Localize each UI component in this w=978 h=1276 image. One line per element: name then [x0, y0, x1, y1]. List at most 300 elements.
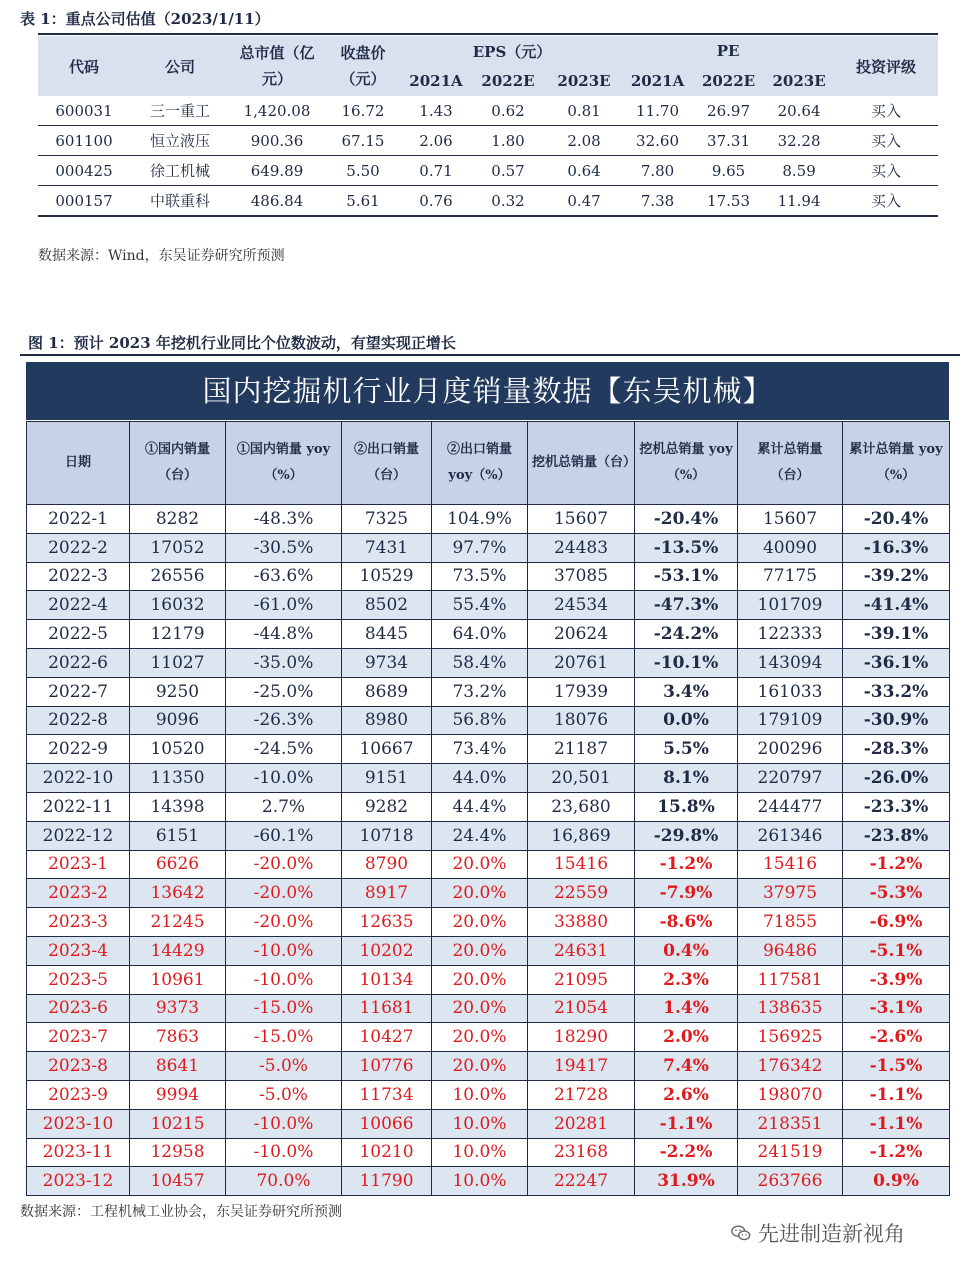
- table-row: [38, 126, 938, 156]
- cell-cumulative-sales: 156925: [738, 1023, 843, 1052]
- cell-export-sales: 7325: [342, 505, 432, 534]
- cell-export-yoy: 56.8%: [432, 706, 528, 735]
- cell-rating: 买入: [834, 96, 938, 126]
- cell-date: 2023-2: [27, 879, 130, 908]
- watermark: [730, 1218, 905, 1248]
- cell-export-sales: 10066: [342, 1109, 432, 1138]
- cell-export-sales: 10667: [342, 735, 432, 764]
- cell-total-yoy: -53.1%: [635, 562, 738, 591]
- cell-domestic-yoy: -15.0%: [226, 1023, 342, 1052]
- cell-total-yoy: -13.5%: [635, 533, 738, 562]
- cell-domestic-sales: 14398: [130, 792, 226, 821]
- cell-total-sales: 20761: [528, 648, 635, 677]
- cell-cumulative-yoy: -1.1%: [843, 1109, 950, 1138]
- cell-code: 000157: [38, 186, 130, 217]
- cell-export-yoy: 73.2%: [432, 677, 528, 706]
- cell-total-sales: 21187: [528, 735, 635, 764]
- cell-domestic-sales: 14429: [130, 936, 226, 965]
- cell-cumulative-sales: 179109: [738, 706, 843, 735]
- cell-date: 2022-12: [27, 821, 130, 850]
- cell-domestic-yoy: -30.5%: [226, 533, 342, 562]
- figure1-banner: 国内挖掘机行业月度销量数据【东吴机械】: [26, 362, 949, 420]
- cell-cumulative-yoy: -39.2%: [843, 562, 950, 591]
- header-pe-2022e: 2022E: [693, 66, 764, 96]
- cell-rating: 买入: [834, 186, 938, 217]
- cell-total-sales: 17939: [528, 677, 635, 706]
- cell-code: 601100: [38, 126, 130, 156]
- header-total-sales: 挖机总销量（台）: [528, 422, 635, 505]
- cell-domestic-sales: 17052: [130, 533, 226, 562]
- cell-total-yoy: -8.6%: [635, 908, 738, 937]
- cell-cumulative-yoy: -26.0%: [843, 764, 950, 793]
- cell-total-sales: 21054: [528, 994, 635, 1023]
- header-export-sales: ②出口销量（台）: [342, 422, 432, 505]
- cell-date: 2023-3: [27, 908, 130, 937]
- cell-domestic-sales: 9994: [130, 1080, 226, 1109]
- cell-domestic-sales: 21245: [130, 908, 226, 937]
- cell-total-yoy: -10.1%: [635, 648, 738, 677]
- cell-domestic-sales: 9250: [130, 677, 226, 706]
- header-rating: 投资评级: [834, 36, 938, 96]
- watermark-text: 先进制造新视角: [758, 1222, 905, 1246]
- cell-cumulative-sales: 138635: [738, 994, 843, 1023]
- cell-total-yoy: -1.2%: [635, 850, 738, 879]
- cell-export-yoy: 10.0%: [432, 1138, 528, 1167]
- cell-eps-2023e: 0.47: [546, 186, 622, 217]
- cell-cumulative-sales: 241519: [738, 1138, 843, 1167]
- cell-close: 5.61: [324, 186, 402, 217]
- cell-market-cap: 486.84: [230, 186, 324, 217]
- cell-pe-2022e: 9.65: [693, 156, 764, 186]
- cell-eps-2021a: 2.06: [402, 126, 470, 156]
- table-row: [27, 965, 950, 994]
- cell-export-sales: 7431: [342, 533, 432, 562]
- cell-domestic-yoy: -15.0%: [226, 994, 342, 1023]
- table-row: [27, 1167, 950, 1196]
- cell-eps-2021a: 0.71: [402, 156, 470, 186]
- cell-total-yoy: -24.2%: [635, 620, 738, 649]
- cell-export-sales: 11790: [342, 1167, 432, 1196]
- cell-total-yoy: 5.5%: [635, 735, 738, 764]
- table-row: [38, 96, 938, 126]
- cell-rating: 买入: [834, 156, 938, 186]
- table-row: [27, 1138, 950, 1167]
- header-eps-2023e: 2023E: [546, 66, 622, 96]
- cell-total-sales: 20,501: [528, 764, 635, 793]
- cell-close: 5.50: [324, 156, 402, 186]
- header-export-yoy: ②出口销量 yoy（%）: [432, 422, 528, 505]
- cell-total-yoy: 1.4%: [635, 994, 738, 1023]
- excavator-sales-table: [26, 421, 950, 1196]
- cell-domestic-sales: 10961: [130, 965, 226, 994]
- cell-cumulative-yoy: -20.4%: [843, 505, 950, 534]
- table-row: [27, 735, 950, 764]
- cell-eps-2023e: 0.64: [546, 156, 622, 186]
- cell-cumulative-yoy: -39.1%: [843, 620, 950, 649]
- cell-domestic-yoy: -10.0%: [226, 764, 342, 793]
- header-domestic-yoy: ①国内销量 yoy（%）: [226, 422, 342, 505]
- cell-total-yoy: 2.0%: [635, 1023, 738, 1052]
- cell-export-yoy: 64.0%: [432, 620, 528, 649]
- cell-cumulative-yoy: -30.9%: [843, 706, 950, 735]
- cell-date: 2022-2: [27, 533, 130, 562]
- cell-domestic-yoy: -10.0%: [226, 936, 342, 965]
- cell-export-sales: 8445: [342, 620, 432, 649]
- cell-export-yoy: 73.4%: [432, 735, 528, 764]
- cell-total-yoy: 3.4%: [635, 677, 738, 706]
- cell-domestic-sales: 9096: [130, 706, 226, 735]
- cell-domestic-yoy: -10.0%: [226, 965, 342, 994]
- table-row: [27, 994, 950, 1023]
- cell-export-sales: 10427: [342, 1023, 432, 1052]
- cell-export-sales: 8790: [342, 850, 432, 879]
- cell-total-sales: 16,869: [528, 821, 635, 850]
- cell-export-yoy: 55.4%: [432, 591, 528, 620]
- cell-export-sales: 10529: [342, 562, 432, 591]
- cell-export-sales: 10718: [342, 821, 432, 850]
- header-close: 收盘价（元）: [324, 36, 402, 96]
- cell-cumulative-yoy: -36.1%: [843, 648, 950, 677]
- header-total-yoy: 挖机总销量 yoy（%）: [635, 422, 738, 505]
- cell-domestic-sales: 16032: [130, 591, 226, 620]
- table-row: [27, 936, 950, 965]
- cell-domestic-yoy: -10.0%: [226, 1138, 342, 1167]
- cell-date: 2023-8: [27, 1052, 130, 1081]
- cell-export-yoy: 10.0%: [432, 1167, 528, 1196]
- cell-company: 中联重科: [130, 186, 230, 217]
- header-eps: EPS（元）: [402, 36, 622, 66]
- cell-cumulative-yoy: -23.3%: [843, 792, 950, 821]
- cell-domestic-sales: 13642: [130, 879, 226, 908]
- cell-date: 2022-4: [27, 591, 130, 620]
- cell-cumulative-sales: 122333: [738, 620, 843, 649]
- header-pe-2023e: 2023E: [764, 66, 834, 96]
- cell-cumulative-sales: 143094: [738, 648, 843, 677]
- header-domestic-sales: ①国内销量（台）: [130, 422, 226, 505]
- cell-total-yoy: -7.9%: [635, 879, 738, 908]
- cell-domestic-yoy: 70.0%: [226, 1167, 342, 1196]
- table-row: [27, 505, 950, 534]
- cell-pe-2022e: 26.97: [693, 96, 764, 126]
- cell-eps-2021a: 1.43: [402, 96, 470, 126]
- table-row: [27, 821, 950, 850]
- cell-export-sales: 9282: [342, 792, 432, 821]
- cell-date: 2023-9: [27, 1080, 130, 1109]
- table1-top-rule: [38, 33, 938, 35]
- cell-market-cap: 649.89: [230, 156, 324, 186]
- cell-company: 恒立液压: [130, 126, 230, 156]
- cell-pe-2021a: 7.38: [622, 186, 693, 217]
- cell-close: 16.72: [324, 96, 402, 126]
- cell-total-yoy: -47.3%: [635, 591, 738, 620]
- cell-total-sales: 24631: [528, 936, 635, 965]
- cell-cumulative-yoy: -5.1%: [843, 936, 950, 965]
- cell-date: 2022-6: [27, 648, 130, 677]
- cell-export-sales: 11734: [342, 1080, 432, 1109]
- cell-total-yoy: 0.0%: [635, 706, 738, 735]
- cell-code: 600031: [38, 96, 130, 126]
- cell-date: 2022-11: [27, 792, 130, 821]
- table-row: [27, 533, 950, 562]
- cell-cumulative-yoy: 0.9%: [843, 1167, 950, 1196]
- cell-domestic-yoy: -35.0%: [226, 648, 342, 677]
- cell-cumulative-yoy: -23.8%: [843, 821, 950, 850]
- cell-pe-2023e: 20.64: [764, 96, 834, 126]
- table-row: [27, 648, 950, 677]
- cell-export-sales: 10210: [342, 1138, 432, 1167]
- cell-export-sales: 9734: [342, 648, 432, 677]
- valuation-table: [38, 36, 938, 217]
- table-row: [27, 764, 950, 793]
- cell-total-yoy: 2.3%: [635, 965, 738, 994]
- header-cumulative-sales: 累计总销量（台）: [738, 422, 843, 505]
- cell-domestic-yoy: -10.0%: [226, 1109, 342, 1138]
- cell-date: 2022-9: [27, 735, 130, 764]
- cell-domestic-sales: 8282: [130, 505, 226, 534]
- cell-domestic-sales: 10520: [130, 735, 226, 764]
- cell-cumulative-sales: 263766: [738, 1167, 843, 1196]
- cell-export-yoy: 20.0%: [432, 850, 528, 879]
- table-row: [27, 850, 950, 879]
- cell-export-sales: 11681: [342, 994, 432, 1023]
- cell-total-sales: 24483: [528, 533, 635, 562]
- cell-cumulative-yoy: -2.6%: [843, 1023, 950, 1052]
- table-row: [38, 186, 938, 217]
- header-eps-2021a: 2021A: [402, 66, 470, 96]
- table-row: [38, 156, 938, 186]
- cell-export-yoy: 44.4%: [432, 792, 528, 821]
- cell-cumulative-sales: 244477: [738, 792, 843, 821]
- cell-export-yoy: 20.0%: [432, 908, 528, 937]
- cell-cumulative-sales: 218351: [738, 1109, 843, 1138]
- cell-total-yoy: -20.4%: [635, 505, 738, 534]
- cell-domestic-yoy: -60.1%: [226, 821, 342, 850]
- table-row: [27, 879, 950, 908]
- cell-cumulative-yoy: -1.2%: [843, 1138, 950, 1167]
- cell-total-sales: 33880: [528, 908, 635, 937]
- cell-cumulative-yoy: -16.3%: [843, 533, 950, 562]
- cell-domestic-sales: 9373: [130, 994, 226, 1023]
- cell-date: 2022-10: [27, 764, 130, 793]
- table-row: [27, 1080, 950, 1109]
- cell-cumulative-yoy: -3.1%: [843, 994, 950, 1023]
- header-eps-2022e: 2022E: [470, 66, 546, 96]
- table-row: [27, 706, 950, 735]
- cell-eps-2022e: 0.62: [470, 96, 546, 126]
- cell-cumulative-sales: 101709: [738, 591, 843, 620]
- cell-total-sales: 24534: [528, 591, 635, 620]
- cell-eps-2022e: 0.57: [470, 156, 546, 186]
- cell-total-yoy: -2.2%: [635, 1138, 738, 1167]
- cell-date: 2023-5: [27, 965, 130, 994]
- cell-domestic-yoy: -24.5%: [226, 735, 342, 764]
- cell-market-cap: 1,420.08: [230, 96, 324, 126]
- cell-cumulative-sales: 40090: [738, 533, 843, 562]
- cell-total-sales: 21095: [528, 965, 635, 994]
- header-company: 公司: [130, 36, 230, 96]
- cell-pe-2022e: 17.53: [693, 186, 764, 217]
- cell-export-yoy: 10.0%: [432, 1080, 528, 1109]
- cell-cumulative-yoy: -1.5%: [843, 1052, 950, 1081]
- cell-cumulative-sales: 117581: [738, 965, 843, 994]
- cell-export-sales: 8917: [342, 879, 432, 908]
- cell-pe-2022e: 37.31: [693, 126, 764, 156]
- cell-domestic-yoy: -44.8%: [226, 620, 342, 649]
- cell-eps-2022e: 1.80: [470, 126, 546, 156]
- cell-total-sales: 23168: [528, 1138, 635, 1167]
- cell-date: 2023-10: [27, 1109, 130, 1138]
- cell-total-sales: 20624: [528, 620, 635, 649]
- figure1-top-rule: [20, 354, 960, 356]
- cell-date: 2023-11: [27, 1138, 130, 1167]
- cell-export-yoy: 20.0%: [432, 879, 528, 908]
- cell-cumulative-sales: 15607: [738, 505, 843, 534]
- cell-cumulative-yoy: -28.3%: [843, 735, 950, 764]
- cell-total-yoy: -1.1%: [635, 1109, 738, 1138]
- cell-company: 徐工机械: [130, 156, 230, 186]
- table-row: [27, 677, 950, 706]
- cell-domestic-sales: 6626: [130, 850, 226, 879]
- cell-domestic-sales: 11350: [130, 764, 226, 793]
- table-row: [27, 1052, 950, 1081]
- cell-total-yoy: 15.8%: [635, 792, 738, 821]
- cell-eps-2022e: 0.32: [470, 186, 546, 217]
- header-pe-2021a: 2021A: [622, 66, 693, 96]
- table-row: [27, 591, 950, 620]
- cell-export-sales: 8980: [342, 706, 432, 735]
- cell-total-sales: 22559: [528, 879, 635, 908]
- cell-total-sales: 23,680: [528, 792, 635, 821]
- cell-pe-2023e: 11.94: [764, 186, 834, 217]
- table1-source: 数据来源：Wind，东吴证券研究所预测: [38, 248, 285, 264]
- cell-domestic-yoy: -25.0%: [226, 677, 342, 706]
- cell-domestic-sales: 10215: [130, 1109, 226, 1138]
- cell-cumulative-sales: 37975: [738, 879, 843, 908]
- cell-domestic-sales: 11027: [130, 648, 226, 677]
- cell-total-sales: 15416: [528, 850, 635, 879]
- cell-cumulative-sales: 15416: [738, 850, 843, 879]
- cell-eps-2023e: 2.08: [546, 126, 622, 156]
- cell-cumulative-sales: 198070: [738, 1080, 843, 1109]
- cell-domestic-yoy: -5.0%: [226, 1052, 342, 1081]
- header-code: 代码: [38, 36, 130, 96]
- cell-domestic-yoy: -26.3%: [226, 706, 342, 735]
- cell-domestic-yoy: -63.6%: [226, 562, 342, 591]
- cell-date: 2023-1: [27, 850, 130, 879]
- cell-total-yoy: 8.1%: [635, 764, 738, 793]
- cell-total-sales: 18076: [528, 706, 635, 735]
- cell-export-sales: 9151: [342, 764, 432, 793]
- cell-cumulative-sales: 220797: [738, 764, 843, 793]
- cell-date: 2023-12: [27, 1167, 130, 1196]
- cell-total-sales: 15607: [528, 505, 635, 534]
- cell-pe-2023e: 8.59: [764, 156, 834, 186]
- cell-cumulative-sales: 77175: [738, 562, 843, 591]
- wechat-icon: [730, 1222, 752, 1244]
- cell-total-yoy: 7.4%: [635, 1052, 738, 1081]
- cell-export-yoy: 97.7%: [432, 533, 528, 562]
- cell-close: 67.15: [324, 126, 402, 156]
- cell-total-sales: 37085: [528, 562, 635, 591]
- cell-domestic-yoy: -61.0%: [226, 591, 342, 620]
- table-row: [27, 792, 950, 821]
- cell-domestic-sales: 10457: [130, 1167, 226, 1196]
- table-row: [27, 620, 950, 649]
- cell-export-yoy: 10.0%: [432, 1109, 528, 1138]
- header-cumulative-yoy: 累计总销量 yoy（%）: [843, 422, 950, 505]
- cell-date: 2022-5: [27, 620, 130, 649]
- cell-cumulative-sales: 96486: [738, 936, 843, 965]
- cell-export-yoy: 20.0%: [432, 1052, 528, 1081]
- cell-export-sales: 10776: [342, 1052, 432, 1081]
- cell-export-sales: 10202: [342, 936, 432, 965]
- cell-export-yoy: 20.0%: [432, 965, 528, 994]
- cell-export-yoy: 44.0%: [432, 764, 528, 793]
- cell-domestic-sales: 12958: [130, 1138, 226, 1167]
- cell-export-yoy: 73.5%: [432, 562, 528, 591]
- cell-company: 三一重工: [130, 96, 230, 126]
- cell-code: 000425: [38, 156, 130, 186]
- cell-export-yoy: 24.4%: [432, 821, 528, 850]
- table-row: [27, 1109, 950, 1138]
- cell-cumulative-yoy: -1.2%: [843, 850, 950, 879]
- cell-domestic-yoy: -20.0%: [226, 850, 342, 879]
- cell-cumulative-sales: 176342: [738, 1052, 843, 1081]
- cell-total-sales: 19417: [528, 1052, 635, 1081]
- cell-eps-2023e: 0.81: [546, 96, 622, 126]
- cell-rating: 买入: [834, 126, 938, 156]
- cell-domestic-sales: 8641: [130, 1052, 226, 1081]
- cell-export-sales: 8689: [342, 677, 432, 706]
- cell-eps-2021a: 0.76: [402, 186, 470, 217]
- cell-total-yoy: 0.4%: [635, 936, 738, 965]
- cell-export-sales: 10134: [342, 965, 432, 994]
- cell-cumulative-yoy: -1.1%: [843, 1080, 950, 1109]
- header-market-cap: 总市值（亿元）: [230, 36, 324, 96]
- cell-date: 2023-6: [27, 994, 130, 1023]
- cell-domestic-yoy: -20.0%: [226, 908, 342, 937]
- cell-total-yoy: -29.8%: [635, 821, 738, 850]
- table-row: [27, 1023, 950, 1052]
- cell-export-yoy: 20.0%: [432, 994, 528, 1023]
- header-pe: PE: [622, 36, 834, 66]
- cell-export-yoy: 20.0%: [432, 1023, 528, 1052]
- cell-cumulative-yoy: -3.9%: [843, 965, 950, 994]
- cell-pe-2023e: 32.28: [764, 126, 834, 156]
- cell-cumulative-yoy: -5.3%: [843, 879, 950, 908]
- cell-domestic-sales: 6151: [130, 821, 226, 850]
- cell-date: 2022-8: [27, 706, 130, 735]
- cell-export-sales: 8502: [342, 591, 432, 620]
- cell-domestic-yoy: -48.3%: [226, 505, 342, 534]
- cell-domestic-yoy: -5.0%: [226, 1080, 342, 1109]
- cell-pe-2021a: 11.70: [622, 96, 693, 126]
- cell-domestic-sales: 26556: [130, 562, 226, 591]
- table-row: [27, 562, 950, 591]
- cell-total-yoy: 31.9%: [635, 1167, 738, 1196]
- table-row: [27, 908, 950, 937]
- cell-export-sales: 12635: [342, 908, 432, 937]
- figure1-caption: 图 1：预计 2023 年挖机行业同比个位数波动，有望实现正增长: [28, 334, 456, 352]
- cell-domestic-yoy: 2.7%: [226, 792, 342, 821]
- cell-cumulative-sales: 261346: [738, 821, 843, 850]
- cell-cumulative-sales: 161033: [738, 677, 843, 706]
- cell-pe-2021a: 32.60: [622, 126, 693, 156]
- table1-caption: 表 1：重点公司估值（2023/1/11）: [20, 10, 270, 28]
- cell-date: 2022-7: [27, 677, 130, 706]
- cell-domestic-sales: 7863: [130, 1023, 226, 1052]
- cell-export-yoy: 20.0%: [432, 936, 528, 965]
